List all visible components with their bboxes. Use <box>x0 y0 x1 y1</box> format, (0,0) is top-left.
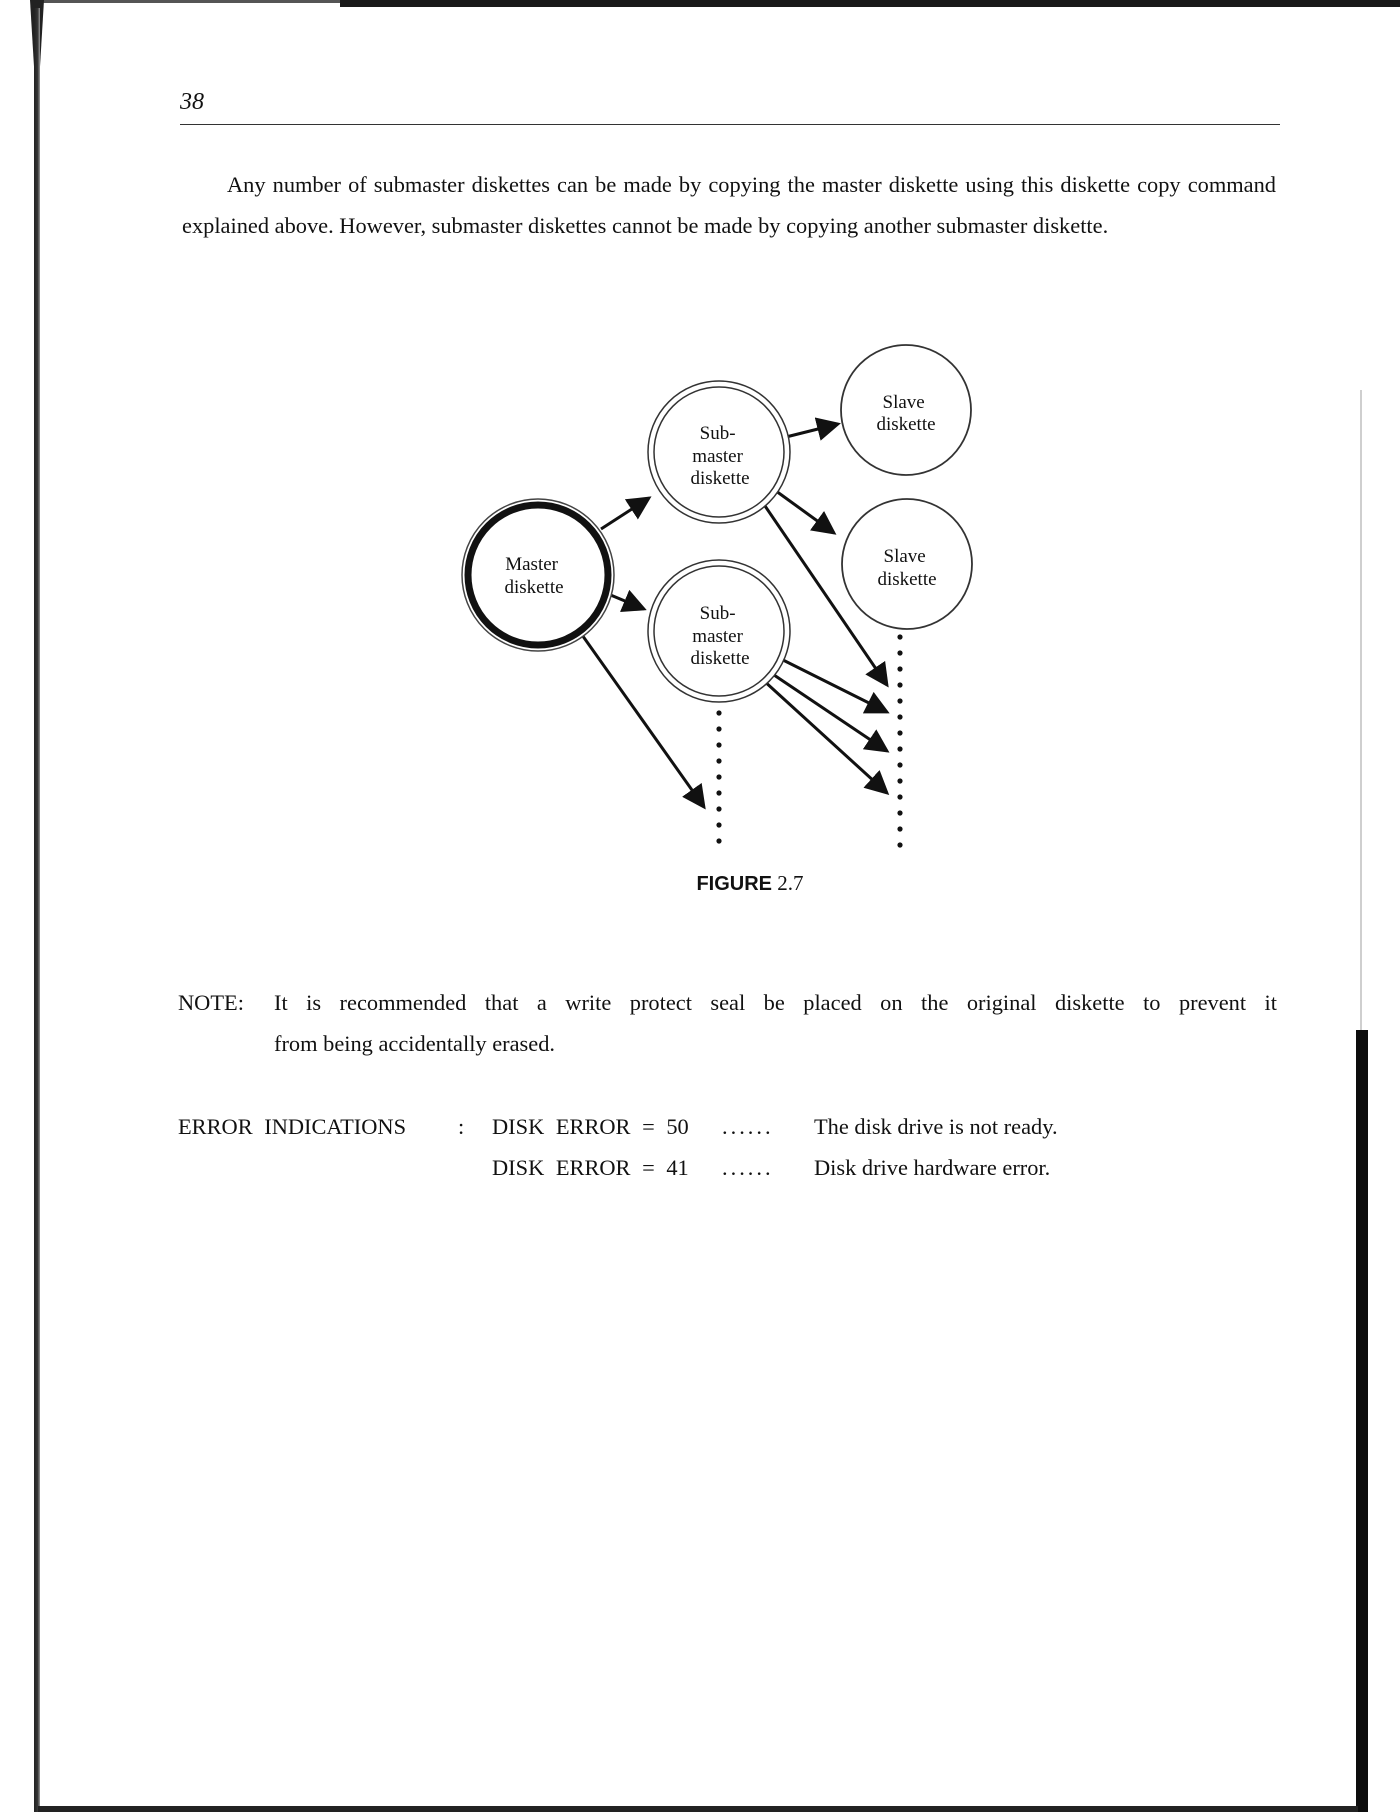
scan-edge-left <box>34 8 40 1812</box>
dotted-column-right <box>897 634 902 847</box>
node-master-diskette <box>462 499 614 651</box>
arrow-submaster-bottom-to-dot-1 <box>783 660 887 712</box>
note-line-1: It is recommended that a write protect seal be placed on the original diskette to prevent it <box>274 990 1277 1015</box>
scan-edge-right-thin <box>1360 390 1362 1030</box>
node-slave-top-line1: Slave <box>882 392 925 413</box>
error-indications <box>178 1106 1278 1196</box>
scan-edge-right <box>1356 1030 1368 1812</box>
svg-text:Slave diskette <box>876 392 935 435</box>
node-slave-bottom-line1: Slave <box>883 546 926 567</box>
note-text <box>274 982 1277 1064</box>
dotted-column-left <box>716 710 721 843</box>
figure-diagram <box>440 335 1000 870</box>
error-indications-label: ERROR INDICATIONS <box>178 1114 407 1139</box>
error-code: DISK ERROR = 41 <box>492 1155 689 1180</box>
node-submaster-top <box>648 381 790 523</box>
node-submaster-top-line3: diskette <box>690 468 750 489</box>
error-leader: ...... <box>722 1114 774 1139</box>
arrow-submaster-top-to-slave-top <box>782 424 838 438</box>
note-label: NOTE: <box>178 990 244 1015</box>
scan-edge-top-left <box>40 0 340 3</box>
error-row <box>492 1106 1272 1147</box>
arrow-submaster-bottom-to-dot-3 <box>763 680 887 793</box>
node-submaster-bottom <box>648 560 790 702</box>
node-submaster-bottom-line1: Sub- <box>699 603 736 624</box>
node-slave-bottom-line2: diskette <box>877 569 937 590</box>
node-slave-top <box>841 345 971 475</box>
figure-caption-number: 2.7 <box>777 871 804 895</box>
node-submaster-bottom-line3: diskette <box>690 648 750 669</box>
arrow-submaster-top-to-slave-bottom <box>776 491 834 533</box>
error-description: The disk drive is not ready. <box>814 1114 1058 1139</box>
node-submaster-top-line2: master <box>692 446 743 467</box>
figure-caption-label: FIGURE <box>696 873 773 895</box>
node-submaster-bottom-line2: master <box>692 626 743 647</box>
page-number: 38 <box>180 89 204 115</box>
scan-edge-bottom <box>38 1806 1358 1812</box>
error-indications-colon: : <box>458 1114 465 1139</box>
body-paragraph: Any number of submaster diskettes can be made by copying the master diskette using this diskette copy command explained above. However, submaster diskettes cannot be made by copying another submaster diskette. <box>182 172 1276 238</box>
scan-edge-top <box>340 0 1400 7</box>
node-submaster-top-line1: Sub- <box>699 423 736 444</box>
error-row <box>492 1147 1272 1188</box>
arrow-master-to-submaster-top <box>601 498 649 529</box>
error-code: DISK ERROR = 50 <box>492 1114 689 1139</box>
node-slave-bottom <box>842 499 972 629</box>
error-leader: ...... <box>722 1155 774 1180</box>
header-rule <box>180 124 1280 125</box>
note-line-2: from being accidentally erased. <box>274 1031 555 1056</box>
node-master-line1: Master <box>505 554 559 575</box>
node-slave-top-line2: diskette <box>876 414 936 435</box>
error-description: Disk drive hardware error. <box>814 1155 1051 1180</box>
figure-diskette-copy-hierarchy <box>440 335 1000 870</box>
figure-caption <box>540 871 960 896</box>
node-master-line2: diskette <box>504 577 564 598</box>
